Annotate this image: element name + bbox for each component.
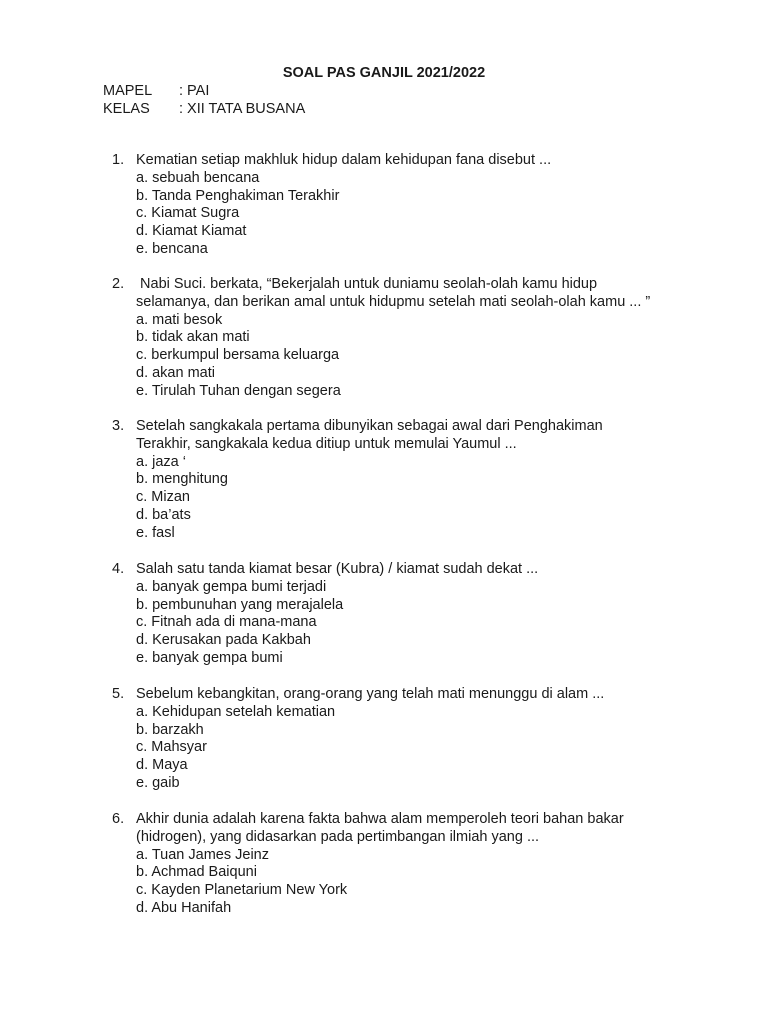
- option-c: c. Fitnah ada di mana-mana: [136, 614, 317, 631]
- option-e: e. banyak gempa bumi: [136, 649, 283, 666]
- option-e: e. bencana: [136, 240, 208, 257]
- option-b: b. pembunuhan yang merajalela: [136, 596, 344, 613]
- option-a: a. Tuan James Jeinz: [136, 846, 269, 863]
- mapel-line: [103, 82, 209, 100]
- question-number: 5.: [112, 686, 125, 702]
- question-stem: Akhir dunia adalah karena fakta bahwa alam memperoleh teori bahan bakar: [136, 811, 624, 827]
- question-stem-cont: selamanya, dan berikan amal untuk hidupmu setelah mati seolah-olah kamu ... ”: [136, 293, 651, 310]
- kelas-line: [103, 100, 305, 118]
- option-c: c. Kayden Planetarium New York: [136, 882, 348, 899]
- question-5: [112, 686, 692, 793]
- option-e: e. fasl: [136, 524, 175, 541]
- option-d: d. Maya: [136, 757, 188, 774]
- option-d: d. ba’ats: [136, 506, 191, 523]
- option-b: b. menghitung: [136, 471, 228, 488]
- option-b: b. Achmad Baiquni: [136, 864, 257, 881]
- question-stem-cont: (hidrogen), yang didasarkan pada pertimbangan ilmiah yang ...: [136, 828, 540, 845]
- question-stem: Sebelum kebangkitan, orang-orang yang telah mati menunggu di alam ...: [136, 686, 605, 702]
- document-title: SOAL PAS GANJIL 2021/2022: [282, 65, 486, 81]
- question-6: [112, 811, 692, 918]
- option-c: c. Kiamat Sugra: [136, 205, 240, 222]
- option-c: c. berkumpul bersama keluarga: [136, 347, 340, 364]
- option-c: c. Mizan: [136, 489, 190, 506]
- kelas-value: : XII TATA BUSANA: [179, 101, 306, 117]
- question-stem-cont: Terakhir, sangkakala kedua ditiup untuk memulai Yaumul ...: [136, 435, 517, 452]
- question-stem: Kematian setiap makhluk hidup dalam kehidupan fana disebut ...: [136, 152, 552, 168]
- option-d: d. Kerusakan pada Kakbah: [136, 632, 311, 649]
- option-a: a. mati besok: [136, 311, 223, 328]
- kelas-label: KELAS: [103, 101, 150, 117]
- question-number: 4.: [112, 561, 125, 577]
- option-d: d. Kiamat Kiamat: [136, 223, 247, 240]
- mapel-value: : PAI: [179, 83, 210, 99]
- option-d: d. akan mati: [136, 364, 215, 381]
- option-a: a. banyak gempa bumi terjadi: [136, 578, 327, 595]
- question-1: [112, 152, 692, 259]
- question-number: 3.: [112, 418, 125, 434]
- option-c: c. Mahsyar: [136, 739, 207, 756]
- option-e: e. gaib: [136, 774, 180, 791]
- option-a: a. jaza ‘: [136, 453, 186, 470]
- question-stem: Nabi Suci. berkata, “Bekerjalah untuk duniamu seolah-olah kamu hidup: [136, 276, 598, 292]
- option-a: a. Kehidupan setelah kematian: [136, 703, 336, 720]
- option-e: e. Tirulah Tuhan dengan segera: [136, 382, 341, 399]
- option-d: d. Abu Hanifah: [136, 899, 232, 916]
- question-4: [112, 561, 692, 668]
- mapel-label: MAPEL: [103, 83, 153, 99]
- question-number: 6.: [112, 811, 125, 827]
- option-a: a. sebuah bencana: [136, 169, 260, 186]
- question-stem: Salah satu tanda kiamat besar (Kubra) / kiamat sudah dekat ...: [136, 561, 539, 577]
- question-number: 1.: [112, 152, 125, 168]
- question-3: [112, 418, 692, 543]
- option-b: b. barzakh: [136, 721, 204, 738]
- option-b: b. tidak akan mati: [136, 329, 250, 346]
- option-b: b. Tanda Penghakiman Terakhir: [136, 187, 340, 204]
- question-number: 2.: [112, 276, 125, 292]
- question-stem: Setelah sangkakala pertama dibunyikan sebagai awal dari Penghakiman: [136, 418, 603, 434]
- question-2: [112, 276, 692, 401]
